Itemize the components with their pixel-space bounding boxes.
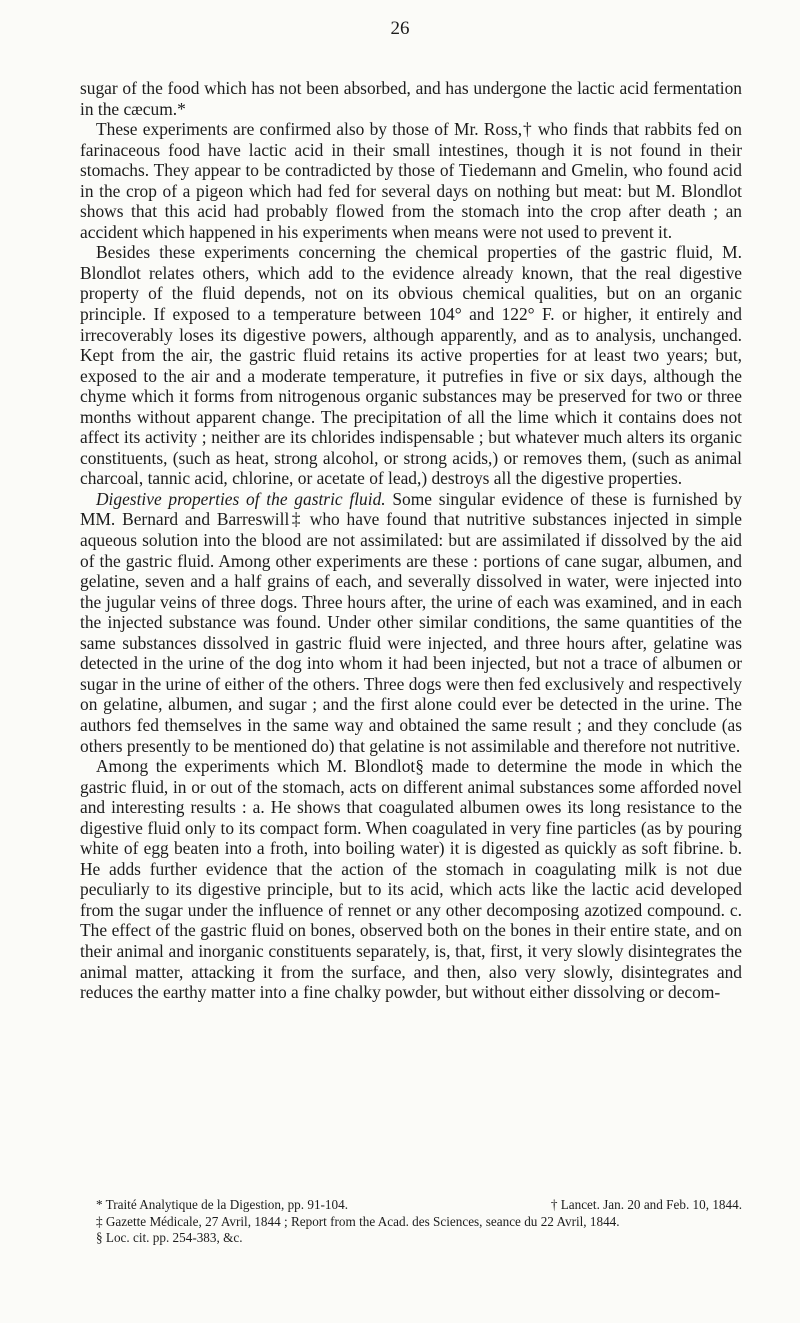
- paragraph-4: [80, 489, 742, 756]
- paragraph-3: Besides these experiments concerning the chemical properties of the gastric fluid, M. Blondlot relates others, which add to the evidence already known, that the real digestive property of the fluid depends, not on its obvious chemical qualities, but on an organic principle. If exposed to a temperature between 104° and 122° F. or higher, it entirely and irrecoverably loses its digestive powers, although apparently, and as to analysis, unchanged. Kept from the air, the gastric fluid retains its active properties for at least two years; but, exposed to the air and a moderate temperature, it putrefies in five or six days, although the chyme which it forms from nitrogenous organic substances may be preserved for two or three months without apparent change. The precipitation of all the lime which it contains does not affect its activity ; neither are its chlorides indispensable ; but whatever much alters its organic constituents, (such as heat, strong alcohol, or strong acids,) or removes them, (such as animal charcoal, tannic acid, chlorine, or acetate of lead,) destroys all the digestive properties.: [80, 242, 742, 489]
- paragraph-5: Among the experiments which M. Blondlot§ made to determine the mode in which the gastric fluid, in or out of the stomach, acts on different animal substances some afforded novel and interesting results : a. He shows that coagulated albumen owes its long resistance to the digestive fluid only to its compact form. When coagulated in very fine particles (as by pouring white of egg beaten into a froth, into boiling water) it is digested as quickly as soft fibrine. b. He adds further evidence that the action of the stomach in coagulating milk is not due peculiarly to its digestive principle, but to its acid, which acts like the lactic acid developed from the sugar under the influence of rennet or any other decomposing azotized compound. c. The effect of the gastric fluid on bones, observed both on the bones in their entire state, and on their animal and inorganic constituents separately, is, that, first, it very slowly disintegrates the animal matter, attacking it from the surface, and then, also very slowly, disintegrates and reduces the earthy matter into a fine chalky powder, but without either dissolving or decom-: [80, 756, 742, 1003]
- footnote-star: * Traité Analytique de la Digestion, pp. 91-104.: [96, 1197, 349, 1212]
- page-number: 26: [390, 18, 410, 39]
- body-text: [80, 78, 742, 1003]
- italic-sidehead: Digestive properties of the gastric fluid.: [96, 488, 386, 509]
- footnotes: [80, 1197, 742, 1247]
- paragraph-2: These experiments are confirmed also by those of Mr. Ross,† who finds that rabbits fed on farinaceous food have lactic acid in their small intestines, though it is not found in their stomachs. They appear to be contradicted by those of Tiedemann and Gmelin, who found acid in the crop of a pigeon which had fed for several days on nothing but meat: but M. Blondlot shows that this acid had probably flowed from the stomach into the crop after death ; an accident which happened in his experiments when means were not used to prevent it.: [80, 119, 742, 242]
- paragraph-1: sugar of the food which has not been absorbed, and has undergone the lactic acid fermentation in the cæcum.*: [80, 78, 742, 119]
- footnote-row-1: [80, 1197, 742, 1214]
- footnote-double-dagger: ‡ Gazette Médicale, 27 Avril, 1844 ; Report from the Acad. des Sciences, seance du 22 Avril, 1844.: [96, 1213, 620, 1229]
- footnote-dagger: † Lancet. Jan. 20 and Feb. 10, 1844.: [550, 1197, 742, 1212]
- paragraph-4-text: Some singular evidence of these is furnished by MM. Bernard and Barreswill‡ who have found that nutritive substances injected in simple aqueous solution into the blood are not assimilated: but are assimilated if dissolved by the aid of the gastric fluid. Among other experiments are these : portions of cane sugar, albumen, and gelatine, seven and a half grains of each, and severally dissolved in water, were injected into the jugular veins of three dogs. Three hours after, the urine of each was examined, and in each the injected substance was found. Under other similar conditions, the same quantities of the same substances dissolved in gastric fluid were injected, and three hours after, gelatine was detected in the urine of the dog into whom it had been injected, but not a trace of albumen or sugar in the urine of either of the others. Three dogs were then fed exclusively and respectively on gelatine, albumen, and sugar ; and the first alone could ever be detected in the urine. The authors fed themselves in the same way and obtained the same result ; and they conclude (as others presently to be mentioned do) that gelatine is not assimilable and therefore not nutritive.: [80, 488, 742, 756]
- footnote-section: § Loc. cit. pp. 254-383, &c.: [96, 1230, 243, 1246]
